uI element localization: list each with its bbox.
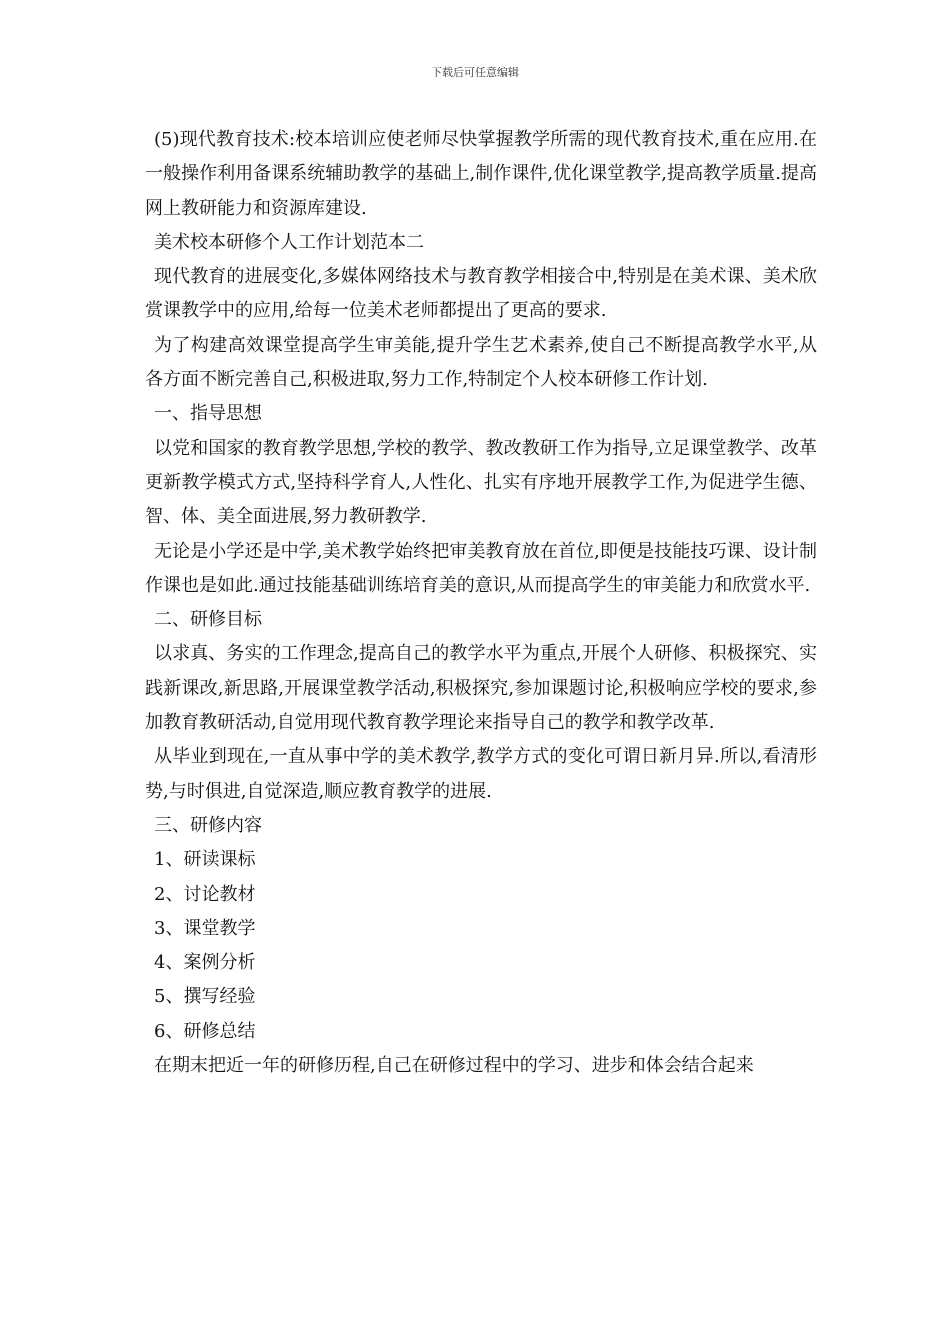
list-item: 4、案例分析 — [154, 952, 256, 974]
section-heading-goals: 二、研修目标 — [154, 609, 262, 631]
section-heading-guiding: 一、指导思想 — [154, 403, 262, 425]
paragraph-purpose: 为了构建高效课堂提高学生审美能,提升学生艺术素养,使自己不断提高教学水平,从各方面不断完善自己,积极进取,努力工作,特制定个人校本研修工作计划. — [145, 334, 817, 391]
paragraph-experience: 从毕业到现在,一直从事中学的美术教学,教学方式的变化可谓日新月异.所以,看清形势,与时俱进,自觉深造,顺应教育教学的进展. — [145, 746, 817, 802]
paragraph-aesthetic: 无论是小学还是中学,美术教学始终把审美教育放在首位,即便是技能技巧课、设计制作课也是如此.通过技能基础训练培育美的意识,从而提高学生的审美能力和欣赏水平. — [145, 540, 817, 596]
paragraph-intro: 现代教育的进展变化,多媒体网络技术与教育教学相接合中,特别是在美术课、美术欣赏课教学中的应用,给每一位美术老师都提出了更高的要求. — [145, 266, 817, 322]
paragraph-goals: 以求真、务实的工作理念,提高自己的教学水平为重点,开展个人研修、积极探究、实践新课改,新思路,开展课堂教学活动,积极探究,参加课题讨论,积极响应学校的要求,参加教育教研活动,自觉用现代教育教学理论来指导自己的教学和教学改革. — [145, 643, 817, 734]
paragraph-summary: 在期末把近一年的研修历程,自己在研修过程中的学习、进步和体会结合起来 — [154, 1055, 754, 1077]
document-body — [145, 123, 817, 1083]
paragraph-modern-tech: (5)现代教育技术:校本培训应使老师尽快掌握教学所需的现代教育技术,重在应用.在一般操作利用备课系统辅助教学的基础上,制作课件,优化课堂教学,提高教学质量.提高网上教研能力和资源库建设. — [145, 129, 817, 219]
section-heading-content: 三、研修内容 — [154, 814, 262, 836]
list-item: 1、研读课标 — [154, 849, 256, 871]
document-subtitle: 美术校本研修个人工作计划范本二 — [154, 231, 424, 253]
list-item: 6、研修总结 — [154, 1020, 256, 1042]
page-header: 下载后可任意编辑 — [431, 66, 519, 79]
list-item: 2、讨论教材 — [154, 883, 256, 905]
list-item: 3、课堂教学 — [154, 917, 256, 939]
paragraph-guiding: 以党和国家的教育教学思想,学校的教学、教改教研工作为指导,立足课堂教学、改革更新教学模式方式,坚持科学育人,人性化、扎实有序地开展教学工作,为促进学生德、智、体、美全面进展,努力教研教学. — [145, 437, 817, 528]
list-item: 5、撰写经验 — [154, 986, 256, 1008]
